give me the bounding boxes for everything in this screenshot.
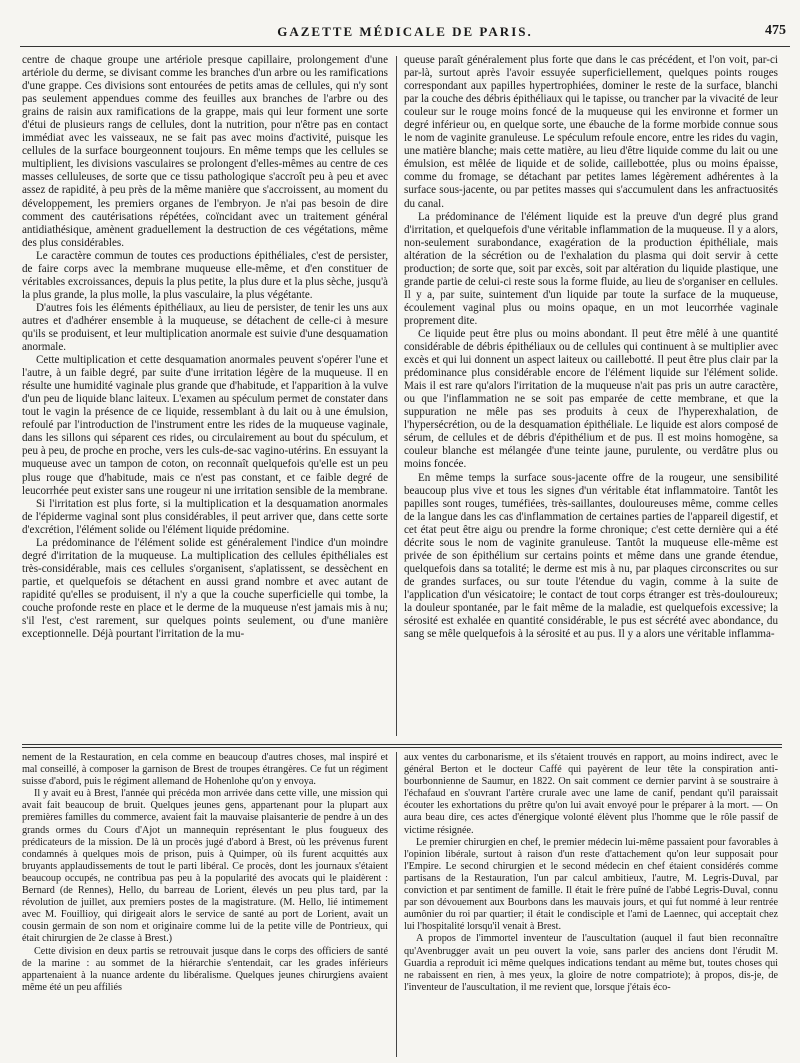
feuilleton-column-divider bbox=[396, 752, 397, 1057]
feuilleton-left-column bbox=[22, 752, 388, 1058]
feuilleton-separator bbox=[22, 744, 782, 748]
feuilleton-right-column bbox=[404, 752, 778, 1058]
paragraph: Le premier chirurgien en chef, le premier médecin lui-même passaient pour favorables à l'opinion libérale, surtout à raison d'un reste d'attachement qu'on leur supposait pour l'Empire. Le second chirurgien et le second médecin en chef étaient considérés comme partisans de la Restauration, l'un par calcul ambitieux, l'autre, M. Legris-Duval, par conviction et par sentiment de famille. Il était le frère puîné de l'abbé Legris-Duval, connu par son dévouement aux Bourbons dans les mauvais jours, et qui fut nommé à leur rentrée aumônier du roi par quartier; il était le condisciple et l'ami de Laennec, qui acceptait chez lui l'hospitalité lorsqu'il venait à Brest. bbox=[404, 836, 778, 933]
paragraph: Le caractère commun de toutes ces productions épithéliales, c'est de persister, de faire corps avec la membrane muqueuse elle-même, et d'en constituer de véritables excroissances, depuis la plus petite, la plus dure et la plus sèche, jusqu'à la plus grande, la plus molle, la plus vasculaire, la plus végétante. bbox=[22, 249, 388, 301]
article-right-column bbox=[404, 54, 778, 738]
paragraph: Si l'irritation est plus forte, si la multiplication et la desquamation anormales de l'épiderme vaginal sont plus considérables, il peut arriver que, dans cette sorte d'excrétion, l'élément solide ou l'élément liquide prédomine. bbox=[22, 497, 388, 536]
paragraph: queuse paraît généralement plus forte que dans le cas précédent, et l'on voit, par-ci par-là, surtout après l'avoir essuyée superficiellement, quelques points rouges correspondant aux papilles hypertrophiées, dominer le reste de la surface, blanchi par la couche des débris épithéliaux qui le tapisse, ou trancher par la vivacité de leur couleur sur le rouge moins foncé de la muqueuse qui les environne et former un degré inférieur ou, en quelque sorte, une ébauche de la forme morbide connue sous le nom de vaginite granuleuse. Le spéculum refoule encore, entre les rides du vagin, une matière blanche; mais cette matière, au lieu d'être liquide comme du lait ou une émulsion, est mêlée de liquide et de solide, caillebottée, plus ou moins épaisse, comme du fromage, se détachant par petites lames légèrement adhérentes à la surface sous-jacente, ou par petites masses qui s'accumulent dans les anfractuosités du canal. bbox=[404, 54, 778, 210]
page-header bbox=[20, 20, 790, 47]
paragraph: Cette multiplication et cette desquamation anormales peuvent s'opérer l'une et l'autre, à un faible degré, par suite d'une irritation légère de la muqueuse. Il en résulte une humidité vaginale plus grande que d'habitude, et l'apparition à la vulve d'un peu de liquide blanc laiteux. L'examen au spéculum permet de constater dans tout le vagin la présence de ce liquide, ressemblant à du lait ou à une émulsion, refoulé par l'introduction de l'instrument entre les rides de la muqueuse vaginale, dans les sillons qui séparent ces rides, ou circulairement au bout du spéculum, et peu à peu, de proche en proche, vers les culs-de-sac vagino-utérins. En essuyant la muqueuse avec un tampon de coton, on reconnaît quelquefois qu'elle est un peu plus rouge que d'habitude, mais ce n'est pas constant, et ce faible degré de leucorrhée peut exister sans une rougeur ni une irritation sensible de la membrane. bbox=[22, 354, 388, 497]
journal-title: GAZETTE MÉDICALE DE PARIS. bbox=[277, 24, 533, 39]
paragraph: En même temps la surface sous-jacente offre de la rougeur, une sensibilité beaucoup plus vive et tous les signes d'un véritable état inflammatoire. Tantôt les papilles sont rouges, tuméfiées, très-saillantes, douloureuses même, comme celles de la langue dans les cas d'inflammation de certaines parties de l'appareil digestif, et cet état peut être aigu ou prendre la forme chronique; c'est cette dernière qui a été décrite sous le nom de vaginite granuleuse. Tantôt la muqueuse elle-même est privée de son épithélium sur certains points et même dans une grande étendue, quelquefois dans sa totalité; le derme est mis à nu, par plaques circonscrites ou sur de grandes surfaces, ou sur toute l'étendue du vagin, comme à la suite de l'application d'un vésicatoire; le contact de tout corps étranger est très-douloureux; la douleur spontanée, par le fait même de la maladie, est quelquefois excessive; la sérosité est exhalée en quantité considérable, le pus est sécrété avec abondance, du sang se mêle quelquefois à la sérosité et au pus. Il y a alors une véritable inflamma- bbox=[404, 471, 778, 641]
paragraph: Cette division en deux partis se retrouvait jusque dans le corps des officiers de santé de la marine : au sommet de la hiérarchie s'entendait, car les grades inférieurs appartenaient à la nuance ardente du libéralisme. Quelques jeunes chirurgiens avaient même été un peu affiliés bbox=[22, 945, 388, 993]
paragraph: La prédominance de l'élément solide est généralement l'indice d'un moindre degré d'irritation de la muqueuse. La multiplication des cellules épithéliales est très-considérable, mais ces cellules s'organisent, s'aplatissent, se dessèchent en partie, et quelquefois se détachent en aussi grand nombre et avec autant de rapidité qu'elles se produisent, il n'y a que la couche superficielle qui tombe, la couche profonde reste en place et le derme de la muqueuse n'est jamais mis à nu; s'il l'est, c'est rarement, sur quelques points seulement, ou d'une manière exceptionnelle. Déjà pourtant l'irritation de la mu- bbox=[22, 536, 388, 641]
paragraph: nement de la Restauration, en cela comme en beaucoup d'autres choses, mal inspiré et mal conseillé, à composer la garnison de Brest de troupes étrangères. Ce fut un régiment suisse d'abord, puis le régiment allemand de Hohenlohe qu'on y envoya. bbox=[22, 752, 388, 788]
paragraph: Il y avait eu à Brest, l'année qui précéda mon arrivée dans cette ville, une mission qui avait fait beaucoup de bruit. Quelques jeunes gens, appartenant pour la plupart aux premières familles du commerce, avaient fait la mauvaise plaisanterie de pendre à un des grands ormes du Cours d'Ajot un mannequin représentant le plus fougueux des prédicateurs de la mission. De là un procès jugé d'abord à Brest, où les prévenus furent condamnés à quelques mois de prison, puis à Quimper, où ils furent acquittés aux bruyants applaudissements de tout le parti libéral. Ce procès, dont les journaux s'étaient beaucoup occupés, ne contribua pas peu à la popularité des avocats qui le plaidèrent : Bernard (de Rennes), Hello, du barreau de Lorient, élevés un peu plus tard, par la révolution de juillet, aux premiers postes de la magistrature. (M. Hello, lié intimement avec M. Fouillioy, qui dirigeait alors le service de santé au port de Lorient, avait un cousin germain de son nom et originaire comme lui de la petite ville de Pontrieux, qui était chirurgien de 2e classe à Brest.) bbox=[22, 788, 388, 945]
page-number: 475 bbox=[765, 23, 786, 38]
paragraph: Ce liquide peut être plus ou moins abondant. Il peut être mêlé à une quantité considérable de débris épithéliaux ou de cellules qui continuent à se multiplier avec excès et qui lui donnent un aspect laiteux ou caillebotté. Il peut être plus clair par la prédominance plus considérable encore de l'élément liquide sur l'élément solide. Mais il est rare qu'alors l'irritation de la muqueuse n'ait pas pris un autre caractère, ou que l'inflammation ne se soit pas emparée de cette membrane, et que la suppuration ne mêle pas ses produits à ceux de l'hyperexhalation, de l'hypersécrétion, ou de la desquamation épithéliale. Le liquide est alors composé de sérum, de cellules et de débris d'épithélium et de pus. Il est moins homogène, sa couleur blanche est mélangée d'une teinte jaune, purulente, ou verdâtre plus ou moins foncée. bbox=[404, 327, 778, 471]
article-left-column bbox=[22, 54, 388, 738]
paragraph: La prédominance de l'élément liquide est la preuve d'un degré plus grand d'irritation, et quelquefois d'une véritable inflammation de la muqueuse. Il y a alors, non-seulement surabondance, exagération de la production épithéliale, mais altération de la sécrétion ou de l'exhalation du plasma qui doit servir à cette production; de sorte que, soit par excès, soit par altération du liquide plastique, une grande partie de celui-ci reste sous la forme fluide, au lieu de s'organiser en cellules. Il y a, par suite, suintement d'un liquide par toute la surface de la muqueuse, écoulement vaginal plus ou moins opaque, en un mot leucorrhée vaginale proprement dite. bbox=[404, 210, 778, 327]
paragraph: centre de chaque groupe une artériole presque capillaire, prolongement d'une artériole du derme, se divisant comme les branches d'un arbre ou les ramifications d'une grappe. Ces divisions sont entourées de petits amas de cellules, qui n'y sont pas seulement appendues comme des feuilles aux branches de l'arbre ou des grains de raisin aux ramifications de la grappe, mais qui leur forment une sorte d'étui de plusieurs rangs de cellules, dont la nutrition, pour n'être pas en contact immédiat avec les vaisseaux, ne se fait pas avec moins d'activité, puisque les cellules de la surface bourgeonnent toujours. En même temps que les cellules se multiplient, les divisions vasculaires se prolongent d'elles-mêmes au centre de ces masses celluleuses, de sorte que ce tissu pathologique s'accroît peu à peu et avec assez de rapidité, à peu près de la même manière que s'accroissent, au moment du développement, les premiers organes de l'embryon. Je n'ai pas besoin de dire comment des cautérisations répétées, coïncidant avec un traitement général antidiathésique, amènent graduellement la destruction de ces végétations, même des plus considérables. bbox=[22, 54, 388, 249]
paragraph: A propos de l'immortel inventeur de l'auscultation (auquel il faut bien reconnaître qu'Avenbrugger avait un peu ouvert la voie, sans parler des anciens dont l'érudit M. Guardia a reproduit ici même quelques indications tendant au même but, toutes choses qui ne rabaissent en rien, à mes yeux, la gloire de notre compatriote); à propos, dis-je, de l'inventeur de l'auscultation, il me revient que, lorsque j'étais éco- bbox=[404, 933, 778, 993]
column-divider bbox=[396, 56, 397, 736]
paragraph: D'autres fois les éléments épithéliaux, au lieu de persister, de tenir les uns aux autres et d'adhérer ensemble à la muqueuse, se détachent de celle-ci à mesure qu'ils se produisent, et leur multiplication anormale est suivie d'une desquamation anormale. bbox=[22, 301, 388, 354]
paragraph: aux ventes du carbonarisme, et ils s'étaient trouvés en rapport, au moins indirect, avec le général Berton et le docteur Caffé qui payèrent de leur tête la conspiration anti-bourbonnienne de Saumur, en 1822. On sait comment ce dernier parvint à se soustraire à l'échafaud en s'ouvrant l'artère crurale avec une lame de canif, pendant qu'il paraissait écouter les exhortations du prêtre qu'on lui avait envoyé pour le préparer à la mort. — On aura beau dire, ces actes d'énergique volonté élèvent plus l'homme que le rôle passif de victime résignée. bbox=[404, 752, 778, 836]
